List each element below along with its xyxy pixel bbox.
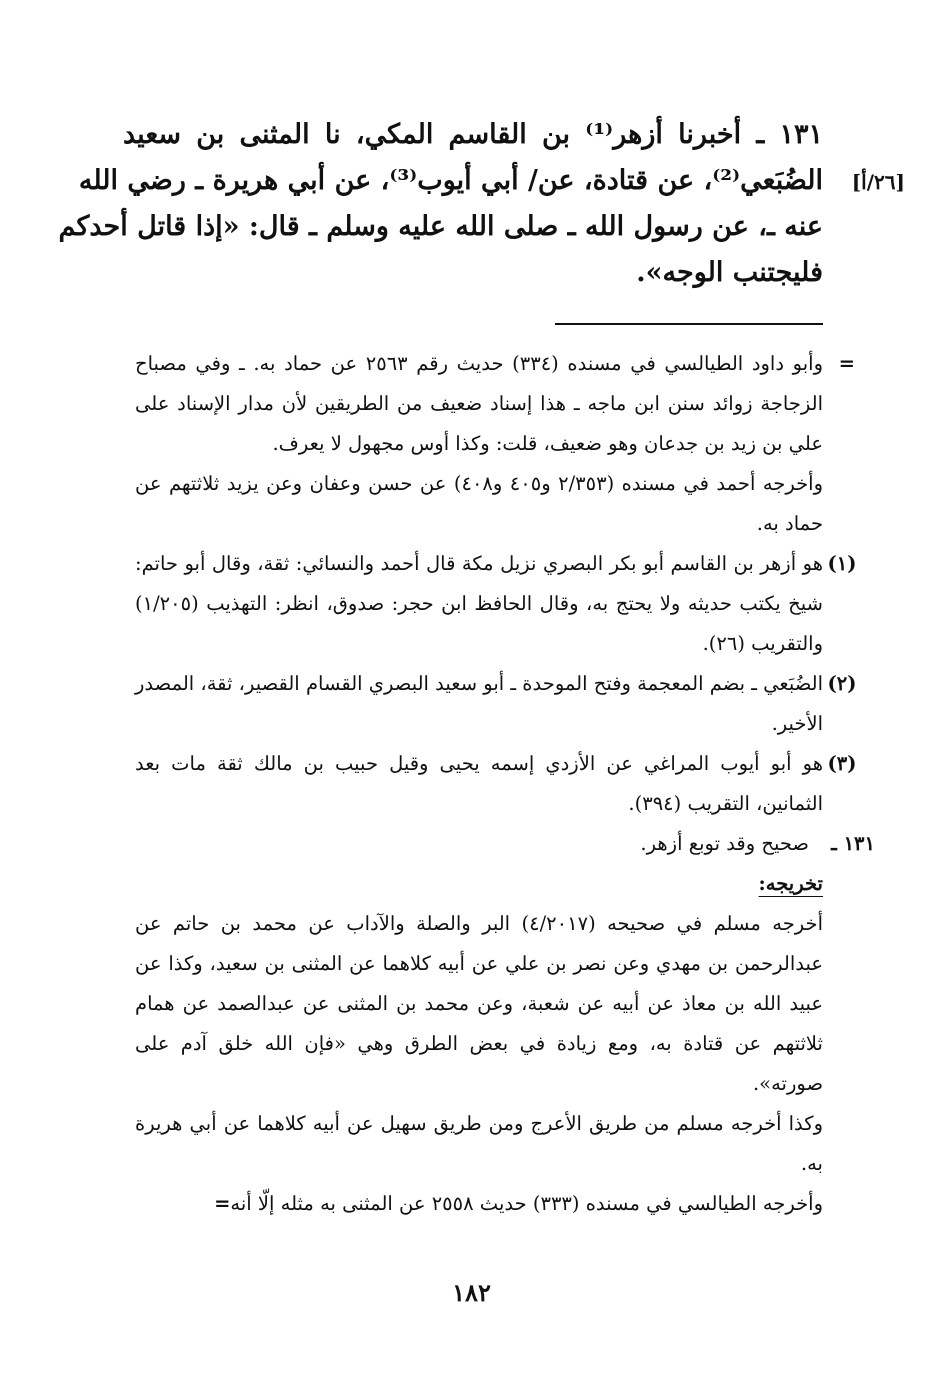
- hadith-line: عنه ـ، عن رسول الله ـ صلى الله عليه وسلم ـ قال: «إذا قاتل أحدكم: [58, 211, 823, 242]
- footnotes-section: [135, 344, 875, 1224]
- hadith-line: الضُبَعي⁽²⁾، عن قتادة، عن/ أبي أيوب⁽³⁾، عن أبي هريرة ـ رضي الله: [78, 165, 823, 196]
- ahmad-paragraph: [135, 464, 823, 544]
- last-paragraph: [135, 1184, 823, 1224]
- continuation-text: وأبو داود الطيالسي في مسنده (٣٣٤) حديث رقم ٢٥٦٣ عن حماد به. ـ وفي مصباح الزجاجة زوائد سنن ابن ماجه ـ هذا إسناد ضعيف من الطريقين لأن مدار الإسناد على علي بن زيد بن جدعان وهو ضعيف، قلت: وكذا أوس مجهول لا يعرف.: [135, 352, 823, 455]
- takhrij-text: أخرجه مسلم في صحيحه (٤/٢٠١٧) البر والصلة والآداب عن محمد بن حاتم عن عبدالرحمن بن مهدي وعن نصر بن علي عن أبيه كلاهما عن المثنى بن سعيد، وكذا عن عبيد الله بن معاذ عن أبيه عن شعبة، وعن محمد بن المثنى عن عبدالصمد عن همام ثلاثتهم عن قتادة به، ومع زيادة في بعض الطرق وهي «فإن الله خلق آدم على صورته».: [135, 912, 824, 1095]
- grade-number: ١٣١ ـ: [831, 832, 875, 855]
- hadith-line: ١٣١ ـ أخبرنا أزهر⁽¹⁾ بن القاسم المكي، نا المثنى بن سعيد: [123, 119, 823, 150]
- last-text-body: وأخرجه الطيالسي في مسنده (٣٣٣) حديث ٢٥٥٨ عن المثنى به مثله إلّا أنه: [230, 1192, 823, 1215]
- footnote-3: [135, 744, 857, 824]
- footnote-continuation: [135, 344, 855, 464]
- footnote-number: (٣): [827, 752, 857, 775]
- takhrij-text: وكذا أخرجه مسلم من طريق الأعرج ومن طريق سهيل عن أبيه كلاهما عن أبي هريرة به.: [135, 1112, 823, 1175]
- ahmad-text: وأخرجه أحمد في مسنده (٢/٣٥٣ و٤٠٥ و٤٠٨) عن حسن وعفان وعن يزيد ثلاثتهم عن حماد به.: [135, 472, 824, 535]
- last-text: [135, 1184, 823, 1224]
- footnote-text: هو أزهر بن القاسم أبو بكر البصري نزيل مكة قال أحمد والنسائي: ثقة، وقال أبو حاتم: شيخ يكتب حديثه ولا يحتج به، وقال الحافظ ابن حجر: صدوق، انظر: التهذيب (١/٢٠٥) والتقريب (٢٦).: [135, 552, 823, 655]
- takhrij-paragraph: [135, 904, 823, 1104]
- takhrij-paragraph: [135, 1104, 823, 1184]
- footnote-1: [135, 544, 857, 664]
- grade-text: صحيح وقد توبع أزهر.: [640, 832, 809, 855]
- continuation-mark: =: [838, 352, 855, 375]
- hadith-line: فليجتنب الوجه».: [636, 257, 823, 288]
- continuation-mark-end: =: [214, 1192, 231, 1215]
- hadith-main-text: [58, 112, 823, 296]
- takhrij-heading-line: [135, 864, 823, 904]
- footnote-text: الضُبَعي ـ بضم المعجمة وفتح الموحدة ـ أبو سعيد البصري القسام القصير، ثقة، المصدر الأخير.: [135, 672, 823, 735]
- footnote-text: هو أبو أيوب المراغي عن الأزدي إسمه يحيى وقيل حبيب بن مالك ثقة مات بعد الثمانين، التقريب (٣٩٤).: [135, 752, 823, 815]
- margin-folio-reference: [٢٦/أ]: [851, 170, 905, 194]
- grade-line: [135, 824, 875, 864]
- footnote-separator: [555, 323, 823, 325]
- takhrij-heading: تخريجه:: [758, 872, 823, 895]
- page-number: ١٨٢: [452, 1278, 491, 1307]
- footnote-number: (٢): [827, 672, 857, 695]
- footnote-number: (١): [827, 552, 857, 575]
- footnote-2: [135, 664, 857, 744]
